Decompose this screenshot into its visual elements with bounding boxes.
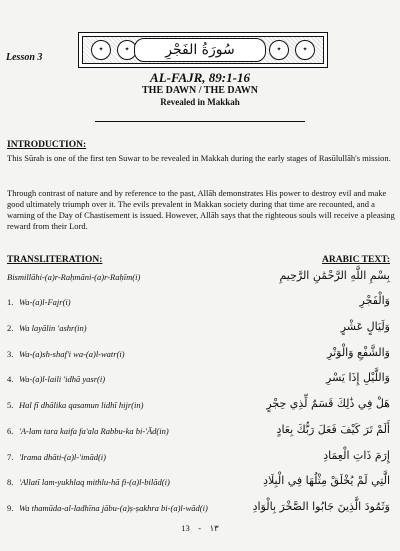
verse-number: 9.	[7, 503, 14, 513]
introduction-paragraph-2: Through contrast of nature and by reference to the past, Allāh demonstrates His power to destroy evil and make good ultimately triumph over it. The evils prevalent in Makkan society during that time are recounted, and a warning of the Day of Chastisement is issued. However, Allāh says that the righteous souls will receive a pleasing reward from their Lord.	[7, 188, 395, 231]
page-footer	[0, 523, 400, 534]
verse-arabic: الَّتِي لَمْ يُخْلَقْ مِثْلُهَا فِي الْبِلَادِ	[263, 474, 390, 487]
verse-arabic: وَثَمُودَ الَّذِينَ جَابُوا الصَّخْرَ بِالْوَادِ	[252, 500, 390, 513]
verse-number: 8.	[7, 477, 14, 487]
verse-row-7	[0, 449, 400, 472]
verse-number: 1.	[7, 297, 14, 307]
banner-roundel-right-icon: ✦	[295, 40, 315, 60]
verse-row-9	[0, 500, 400, 523]
verse-transliteration: 'Irama dhāti-(a)l-'imād(i)	[19, 452, 106, 462]
verse-arabic: إِرَمَ ذَاتِ الْعِمَادِ	[323, 449, 390, 462]
verse-row-3	[0, 346, 400, 369]
verse-arabic: وَاللَّيْلِ إِذَا يَسْرِ	[326, 371, 390, 384]
verse-transliteration: 'Allatī lam-yukhlaq mithlu-hā fi-(a)l-bilād(i)	[19, 477, 170, 487]
verse-number: 4.	[7, 374, 14, 384]
surah-title: AL-FAJR, 89:1-16	[150, 70, 250, 85]
verse-number: 6.	[7, 426, 14, 436]
verse-row-2	[0, 320, 400, 343]
surah-calligraphy: سُورَةُ الفَجْرِ	[134, 38, 266, 62]
verse-transliteration: Wa thamūda-al-ladhīna jābu-(a)ṣ-ṣakhra bi-(a)l-wād(i)	[19, 503, 208, 513]
verse-number: 7.	[7, 452, 14, 462]
introduction-paragraph-1: This Sūrah is one of the first ten Suwar to be revealed in Makkah during the early stages of Rasūlullāh's mission.	[7, 153, 391, 163]
verse-arabic: وَالشَّفْعِ وَالْوَتْرِ	[327, 346, 390, 359]
verse-row-4	[0, 371, 400, 394]
surah-banner	[78, 32, 328, 68]
verse-number: 3.	[7, 349, 14, 359]
verse-arabic: وَالْفَجْرِ	[359, 294, 390, 307]
verse-transliteration: Wa-(a)l-Fajr(i)	[19, 297, 71, 307]
verse-arabic: وَلَيَالٍ عَشْرٍ	[340, 320, 390, 333]
verse-number: 2.	[7, 323, 14, 333]
banner-roundel-left-icon: ✦	[91, 40, 111, 60]
transliteration-heading: TRANSLITERATION:	[7, 255, 103, 265]
verse-arabic: أَلَمْ تَرَ كَيْفَ فَعَلَ رَبُّكَ بِعَادٍ	[276, 423, 390, 436]
arabic-text-heading: ARABIC TEXT:	[321, 255, 390, 265]
verse-row-1	[0, 294, 400, 317]
page-number-arabic: ١٣	[209, 523, 219, 533]
verse-transliteration: Bismillāhi-(a)r-Raḥmāni-(a)r-Raḥīm(i)	[7, 272, 141, 282]
verse-arabic: هَلْ فِي ذَٰلِكَ قَسَمٌ لِّذِي حِجْرٍ	[266, 397, 390, 410]
verse-row-basmala	[0, 269, 400, 292]
verse-row-6	[0, 423, 400, 446]
verse-row-8	[0, 474, 400, 497]
surah-subtitle: THE DAWN / THE DAWN	[142, 85, 258, 96]
verse-transliteration: 'A-lam tara kaifa fa'ala Rabbu-ka bi-'Ād(in)	[19, 426, 169, 436]
banner-roundel-left-inner-icon: ✦	[117, 40, 137, 60]
verse-transliteration: Wa-(a)l-laili 'idhā yasr(i)	[19, 374, 106, 384]
verse-number: 5.	[7, 400, 14, 410]
page-number-separator: -	[198, 523, 202, 533]
title-divider	[95, 121, 305, 122]
banner-roundel-right-inner-icon: ✦	[269, 40, 289, 60]
verse-transliteration: Wa-(a)sh-shaf'i wa-(a)l-watr(i)	[19, 349, 125, 359]
introduction-heading: INTRODUCTION:	[7, 140, 87, 150]
page-number: 13	[181, 523, 190, 533]
verse-transliteration: Hal fī dhālika qasamun lidhī hijr(in)	[19, 400, 144, 410]
verse-row-5	[0, 397, 400, 420]
verse-arabic: بِسْمِ اللَّهِ الرَّحْمَٰنِ الرَّحِيمِ	[279, 269, 390, 282]
lesson-label: Lesson 3	[6, 52, 43, 63]
revealed-location: Revealed in Makkah	[160, 97, 240, 107]
verse-transliteration: Wa layālin 'ashr(in)	[19, 323, 87, 333]
